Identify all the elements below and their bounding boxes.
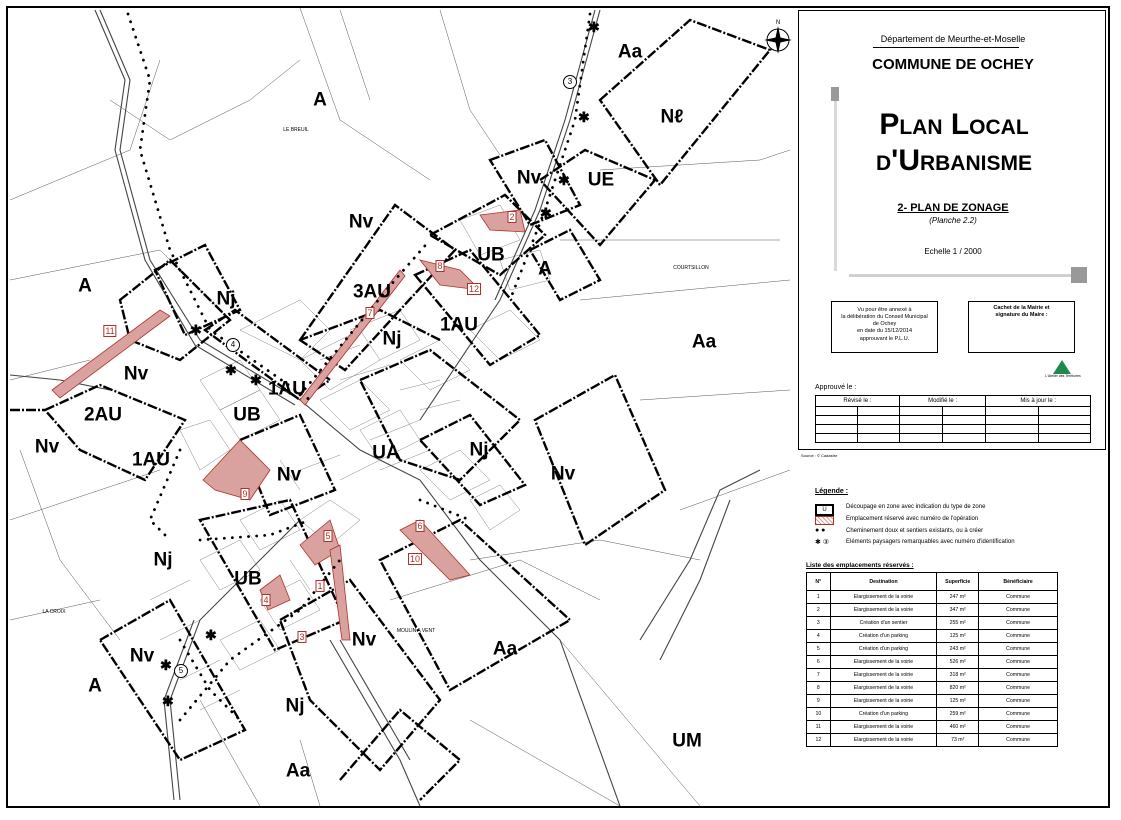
decor-bar — [1071, 267, 1087, 283]
svg-text:N: N — [775, 20, 781, 26]
revision-header: Modifié le : — [899, 396, 986, 407]
revision-row — [816, 425, 1091, 434]
revision-cell[interactable] — [857, 425, 899, 434]
operation-marker[interactable]: 8 — [437, 261, 443, 271]
reserved-row — [807, 643, 1058, 656]
legend-text: Cheminement doux et sentiers existants, ou à créer — [846, 528, 984, 534]
reserved-cell: 11 — [807, 721, 831, 734]
zone-label: Nv — [129, 645, 155, 667]
reserved-cell: Commune — [979, 630, 1058, 643]
zone-label: Nv — [34, 436, 60, 458]
operation-marker[interactable]: 3 — [299, 632, 305, 642]
compass-icon — [764, 20, 792, 54]
place-name: LE BREUIL — [283, 127, 309, 133]
reserved-cell: 255 m² — [937, 617, 979, 630]
reserved-cell: Elargissement de la voirie — [830, 682, 937, 695]
reserved-cell: 5 — [807, 643, 831, 656]
reserved-row — [807, 695, 1058, 708]
svg-text:✱: ✱ — [190, 322, 202, 338]
planche-label: (Planche 2.2) — [929, 216, 977, 225]
roads — [10, 10, 760, 806]
decor-bar — [831, 87, 839, 101]
svg-text:✱: ✱ — [588, 19, 600, 35]
svg-text:✱: ✱ — [160, 657, 172, 673]
revision-cell[interactable] — [986, 416, 1038, 425]
zone-label: Nj — [216, 288, 236, 310]
revision-cell[interactable] — [816, 425, 858, 434]
reserved-header: Superficie — [937, 573, 979, 591]
zone-label: Nj — [285, 695, 305, 717]
zone-label: UB — [233, 404, 261, 426]
revision-cell[interactable] — [943, 407, 986, 416]
plan-subtitle: 2- PLAN DE ZONAGE — [897, 202, 1009, 214]
svg-text:✱: ✱ — [225, 362, 237, 378]
reserved-cell: 73 m² — [937, 734, 979, 747]
reserved-sites — [52, 210, 525, 640]
svg-text:✱: ✱ — [205, 627, 217, 643]
commune-label: COMMUNE DE OCHEY — [872, 56, 1034, 73]
reserved-cell: 460 m² — [937, 721, 979, 734]
operation-marker[interactable]: 4 — [263, 595, 269, 605]
reserved-cell: Commune — [979, 617, 1058, 630]
divider — [873, 47, 1019, 48]
svg-text:✱: ✱ — [540, 205, 552, 221]
reserved-cell: 6 — [807, 656, 831, 669]
department-label: Département de Meurthe-et-Moselle — [880, 34, 1026, 44]
zone-label: A — [78, 275, 92, 297]
zone-label: A — [313, 89, 327, 111]
operation-marker[interactable]: 10 — [409, 554, 421, 564]
operation-marker[interactable]: 9 — [242, 489, 248, 499]
reserved-cell: Elargissement de la voirie — [830, 656, 937, 669]
legend-panel — [798, 452, 1106, 804]
zone-label: Nv — [351, 629, 377, 651]
reserved-cell: Commune — [979, 708, 1058, 721]
reserved-row — [807, 656, 1058, 669]
revision-cell[interactable] — [857, 416, 899, 425]
title-block — [798, 10, 1106, 450]
operation-marker[interactable]: 2 — [509, 212, 515, 222]
logo-caption: L'Atelier des Territoires — [1045, 374, 1081, 378]
footpath-legend-symbol: ● ● — [815, 527, 826, 534]
reserved-cell: Commune — [979, 669, 1058, 682]
parcel-lines — [10, 8, 790, 806]
svg-text:✱: ✱ — [578, 109, 590, 125]
reserved-row — [807, 591, 1058, 604]
reserved-cell: Commune — [979, 721, 1058, 734]
reserved-cell: 4 — [807, 630, 831, 643]
reserved-row — [807, 721, 1058, 734]
zone-label: Nv — [550, 463, 576, 485]
revision-header: Mis à jour le : — [986, 396, 1091, 407]
place-name: LA CROIX — [42, 609, 66, 615]
legend-text: Eléments paysagers remarquables avec numéro d'identification — [846, 539, 1015, 545]
place-name: MOULIN A VENT — [396, 628, 436, 634]
reserved-header: Bénéficiaire — [979, 573, 1058, 591]
zone-label: UA — [372, 442, 400, 464]
zone-label: A — [88, 675, 102, 697]
stamp-box: Cachet de la Mairie et signature du Maire : — [968, 301, 1075, 353]
revision-cell[interactable] — [1038, 407, 1090, 416]
svg-text:✱: ✱ — [250, 372, 262, 388]
reserved-cell: 259 m² — [937, 708, 979, 721]
reserved-cell: Création d'un parking — [830, 708, 937, 721]
zone-label: Nj — [469, 439, 489, 461]
revision-cell[interactable] — [899, 416, 942, 425]
revision-cell[interactable] — [1038, 425, 1090, 434]
scale-label: Echelle 1 / 2000 — [924, 247, 982, 256]
reserved-cell: Elargissement de la voirie — [830, 695, 937, 708]
reserved-row — [807, 617, 1058, 630]
legend-text: Découpage en zone avec indication du type de zone — [846, 504, 986, 510]
operation-marker[interactable]: 12 — [468, 284, 480, 294]
zone-label: Nv — [123, 363, 149, 385]
reserved-cell: 2 — [807, 604, 831, 617]
reserved-cell: 125 m² — [937, 630, 979, 643]
revision-row — [816, 416, 1091, 425]
reserved-row — [807, 669, 1058, 682]
reserved-cell: Elargissement de la voirie — [830, 734, 937, 747]
approved-label: Approuvé le : — [815, 384, 857, 391]
reserved-cell: 12 — [807, 734, 831, 747]
svg-text:✱: ✱ — [558, 172, 570, 188]
revision-cell[interactable] — [899, 425, 942, 434]
legend-text: Emplacement réservé avec numéro de l'opération — [846, 516, 979, 522]
revision-cell[interactable] — [816, 416, 858, 425]
landscape-legend-symbol: ✱ ③ — [815, 539, 830, 546]
revision-cell[interactable] — [1038, 434, 1090, 443]
revision-row — [816, 434, 1091, 443]
revision-cell[interactable] — [1038, 416, 1090, 425]
zone-label: UE — [587, 169, 615, 191]
zone-label: 3AU — [352, 281, 392, 303]
zone-label: Aa — [617, 41, 643, 63]
plan-title: Plan Local d'Urbanisme — [876, 108, 1032, 177]
reserved-cell: Création d'un sentier — [830, 617, 937, 630]
zone-label: Nj — [382, 328, 402, 350]
reserved-table — [806, 572, 1058, 747]
reserved-title: Liste des emplacements réservés : — [806, 562, 914, 569]
reserved-cell: Commune — [979, 604, 1058, 617]
zone-label: A — [538, 258, 552, 280]
reserved-row — [807, 734, 1058, 747]
svg-text:✱: ✱ — [162, 693, 174, 709]
reserved-cell: 347 m² — [937, 604, 979, 617]
reserved-cell: 820 m² — [937, 682, 979, 695]
source-note: Source : © Cadastre — [801, 453, 838, 458]
revision-cell[interactable] — [857, 407, 899, 416]
zone-label: Aa — [691, 331, 717, 353]
reserved-cell: 247 m² — [937, 591, 979, 604]
operation-marker[interactable]: 7 — [367, 308, 373, 318]
reserved-cell: Commune — [979, 591, 1058, 604]
reserved-cell: Elargissement de la voirie — [830, 604, 937, 617]
reserved-cell: 243 m² — [937, 643, 979, 656]
reserved-cell: 526 m² — [937, 656, 979, 669]
zone-label: Nv — [276, 464, 302, 486]
reserved-header: N° — [807, 573, 831, 591]
revision-cell[interactable] — [899, 434, 942, 443]
logo-icon — [1053, 360, 1071, 374]
landscape-elements — [160, 19, 600, 709]
zone-label: Nj — [153, 549, 173, 571]
reserved-cell: 8 — [807, 682, 831, 695]
reserved-row — [807, 604, 1058, 617]
reserved-cell: 10 — [807, 708, 831, 721]
reserved-cell: 9 — [807, 695, 831, 708]
reserved-cell: 7 — [807, 669, 831, 682]
operation-marker[interactable]: 5 — [325, 531, 331, 541]
decor-bar — [849, 274, 1073, 277]
reserved-cell: Elargissement de la voirie — [830, 669, 937, 682]
reserved-cell: Commune — [979, 643, 1058, 656]
operation-marker[interactable]: 11 — [105, 326, 115, 336]
reserved-row — [807, 708, 1058, 721]
annex-box: Vu pour être annexé à la délibération du Conseil Municipal de Ochey en date du 15/12/2014 approuvant le P.L.U. — [831, 301, 938, 353]
zone-label: 1AU — [439, 314, 479, 336]
revision-cell[interactable] — [943, 425, 986, 434]
zone-label: Nv — [516, 167, 542, 189]
reserved-cell: Elargissement de la voirie — [830, 591, 937, 604]
operation-marker[interactable]: 1 — [317, 581, 323, 591]
zone-label: 1AU — [267, 378, 307, 400]
revision-table — [815, 395, 1091, 443]
revision-cell[interactable] — [899, 407, 942, 416]
zone-label: UB — [234, 568, 262, 590]
reserved-cell: 3 — [807, 617, 831, 630]
zone-label: Nℓ — [660, 106, 684, 128]
reserved-cell: Commune — [979, 734, 1058, 747]
zone-label: Nv — [348, 211, 374, 233]
reserved-cell: Elargissement de la voirie — [830, 721, 937, 734]
revision-row — [816, 407, 1091, 416]
zone-label: Aa — [285, 760, 311, 782]
footpaths — [128, 14, 590, 720]
revision-header: Révisé le : — [816, 396, 900, 407]
landscape-marker[interactable]: 5 — [174, 664, 188, 678]
reserved-cell: Création d'un parking — [830, 630, 937, 643]
landscape-marker[interactable]: 3 — [563, 75, 577, 89]
operation-marker[interactable]: 6 — [417, 521, 423, 531]
zone-label: Aa — [492, 638, 518, 660]
revision-cell[interactable] — [986, 434, 1038, 443]
zoning-map[interactable] — [8, 8, 792, 806]
reserved-row — [807, 630, 1058, 643]
revision-cell[interactable] — [816, 434, 858, 443]
reserved-cell: 318 m² — [937, 669, 979, 682]
zone-label: 1AU — [131, 449, 171, 471]
revision-cell[interactable] — [986, 425, 1038, 434]
reserved-cell: Création d'un parking — [830, 643, 937, 656]
reserved-header: Destination — [830, 573, 937, 591]
reserved-cell: 1 — [807, 591, 831, 604]
revision-cell[interactable] — [857, 434, 899, 443]
revision-cell[interactable] — [943, 434, 986, 443]
revision-cell[interactable] — [943, 416, 986, 425]
legend-title: Légende : — [815, 488, 849, 495]
revision-cell[interactable] — [986, 407, 1038, 416]
zone-label: 2AU — [83, 404, 123, 426]
reserved-cell: 125 m² — [937, 695, 979, 708]
zone-label: UB — [477, 244, 505, 266]
reserved-row — [807, 682, 1058, 695]
reserved-cell: Commune — [979, 695, 1058, 708]
landscape-marker[interactable]: 4 — [226, 338, 240, 352]
reserved-legend-symbol — [815, 516, 834, 525]
zone-label: UM — [672, 730, 702, 752]
place-name: COURTSILLON — [673, 265, 709, 271]
zone-legend-symbol: U — [815, 504, 834, 516]
reserved-cell: Commune — [979, 656, 1058, 669]
revision-cell[interactable] — [816, 407, 858, 416]
reserved-cell: Commune — [979, 682, 1058, 695]
